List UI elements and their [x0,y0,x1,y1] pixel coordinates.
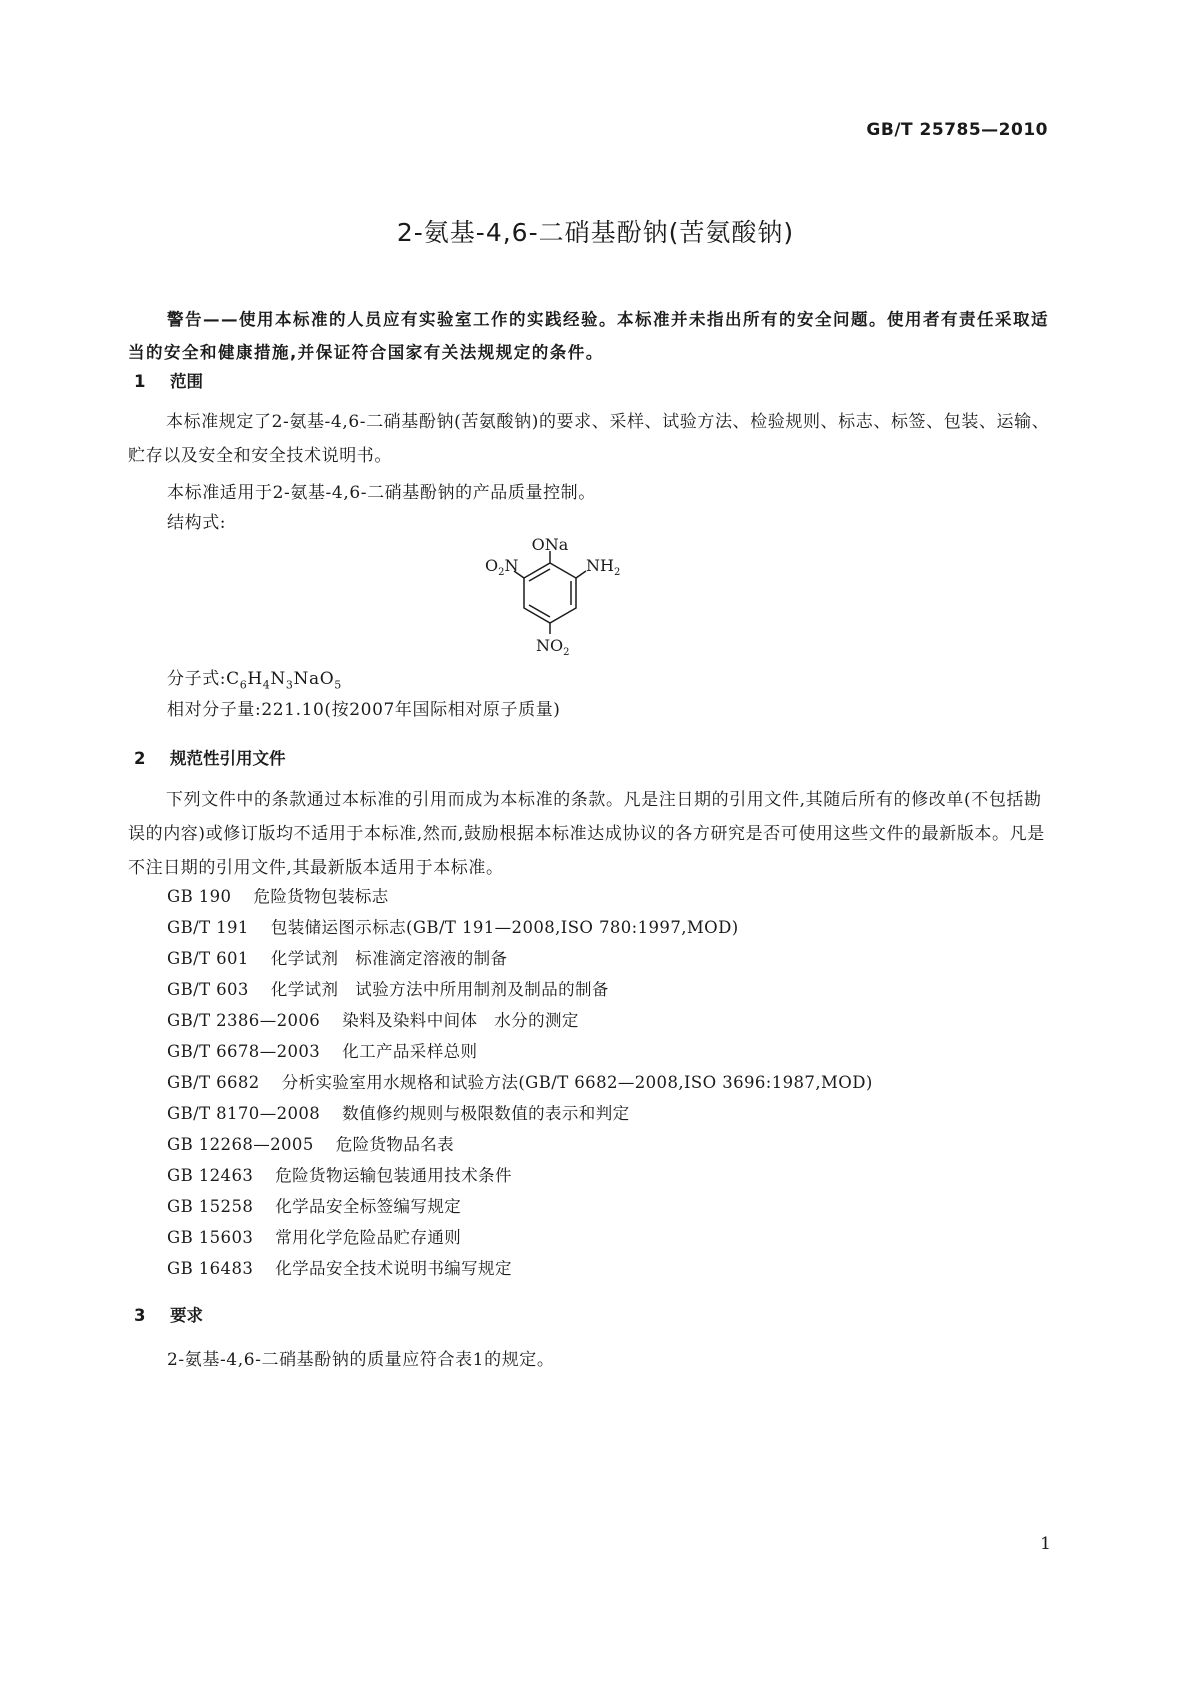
scope-paragraph-2: 本标准适用于2-氨基-4,6-二硝基酚钠的产品质量控制。 [167,483,596,503]
reference-title: 分析实验室用水规格和试验方法(GB/T 6682—2008,ISO 3696:1987,MOD) [281,1073,873,1092]
reference-title: 数值修约规则与极限数值的表示和判定 [342,1104,630,1123]
reference-code: GB/T 6682 [167,1073,260,1092]
standard-number: GB/T 25785—2010 [866,120,1048,140]
section-number: 1 [134,372,146,391]
reference-item [167,976,609,1000]
scope-paragraph-1: 本标准规定了2-氨基-4,6-二硝基酚钠(苦氨酸钠)的要求、采样、试验方法、检验规则、标志、标签、包装、运输、贮存以及安全和安全技术说明书。 [128,412,1050,466]
reference-item [167,1224,461,1248]
section-heading-scope [134,368,203,392]
group-top: ONa [531,535,569,554]
reference-code: GB 16483 [167,1259,254,1278]
reference-title: 常用化学危险品贮存通则 [275,1228,462,1247]
reference-title: 染料及染料中间体 水分的测定 [342,1011,579,1030]
requirements-paragraph: 2-氨基-4,6-二硝基酚钠的质量应符合表1的规定。 [167,1350,555,1370]
warning-paragraph: 警告——使用本标准的人员应有实验室工作的实践经验。本标准并未指出所有的安全问题。使用者有责任采取适当的安全和健康措施,并保证符合国家有关法规规定的条件。 [128,310,1049,362]
reference-item [167,1100,630,1124]
reference-item [167,1162,512,1186]
reference-item [167,883,389,907]
reference-item [167,1131,454,1155]
reference-title: 化学试剂 试验方法中所用制剂及制品的制备 [270,980,609,999]
reference-item [167,1193,461,1217]
reference-code: GB 12463 [167,1166,254,1185]
reference-item [167,1038,477,1062]
section-heading-requirements [134,1302,203,1326]
reference-code: GB/T 6678—2003 [167,1042,321,1061]
structure-label: 结构式: [167,513,227,533]
reference-code: GB 12268—2005 [167,1135,314,1154]
group-bottom: $NO_2$ [536,636,570,658]
section-title: 要求 [170,1306,203,1325]
reference-code: GB/T 8170—2008 [167,1104,321,1123]
section-number: 3 [134,1306,146,1325]
molecular-formula [167,664,342,691]
section-title: 范围 [170,372,203,391]
reference-title: 危险货物包装标志 [253,887,389,906]
reference-item [167,1007,579,1031]
reference-item [167,1255,512,1279]
reference-code: GB 15603 [167,1228,254,1247]
section-heading-normative-references [134,745,286,769]
reference-title: 危险货物运输包装通用技术条件 [275,1166,512,1185]
reference-code: GB 190 [167,887,232,906]
benzene-ring [524,563,576,623]
formula-label: 分子式: [167,669,227,689]
reference-code: GB/T 2386—2006 [167,1011,321,1030]
reference-title: 危险货物品名表 [335,1135,455,1154]
reference-code: GB/T 191 [167,918,249,937]
document-title: 2-氨基-4,6-二硝基酚钠(苦氨酸钠) [396,218,795,247]
references-intro: 下列文件中的条款通过本标准的引用而成为本标准的条款。凡是注日期的引用文件,其随后所有的修改单(不包括勘误的内容)或修订版均不适用于本标准,然而,鼓励根据本标准达成协议的各方研究是否可使用这些文件的最新版本。凡是不注日期的引用文件,其最新版本适用于本标准。 [128,790,1045,878]
molecular-mass: 相对分子量:221.10(按2007年国际相对原子质量) [167,700,561,720]
reference-title: 化学品安全标签编写规定 [275,1197,462,1216]
reference-item [167,914,739,938]
group-left: $O_2N$ [485,556,519,578]
reference-item [167,1069,873,1093]
formula-value: $C_6H_4N_3NaO_5$ [226,669,342,692]
reference-title: 包装储运图示标志(GB/T 191—2008,ISO 780:1997,MOD) [270,918,739,937]
page-number: 1 [1040,1534,1051,1554]
section-number: 2 [134,749,146,768]
reference-title: 化学试剂 标准滴定溶液的制备 [270,949,508,968]
section-title: 规范性引用文件 [170,749,286,768]
structural-formula [470,533,690,663]
reference-code: GB 15258 [167,1197,254,1216]
group-right: $NH_2$ [586,556,621,578]
reference-title: 化学品安全技术说明书编写规定 [275,1259,512,1278]
reference-code: GB/T 601 [167,949,249,968]
reference-code: GB/T 603 [167,980,249,999]
reference-item [167,945,507,969]
reference-title: 化工产品采样总则 [342,1042,478,1061]
